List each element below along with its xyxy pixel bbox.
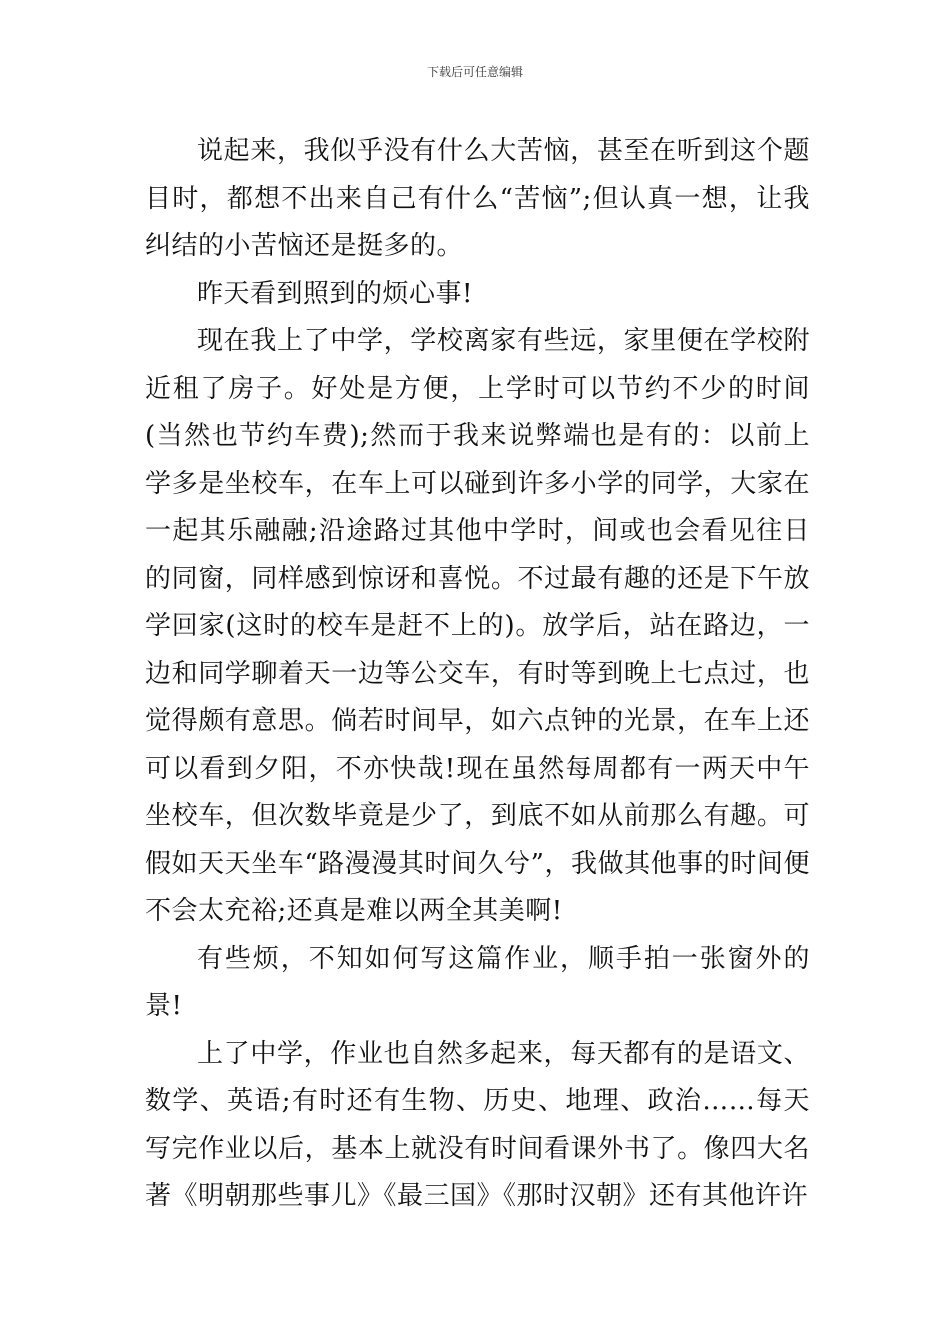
paragraph-1: 说起来，我似乎没有什么大苦恼，甚至在听到这个题目时，都想不出来自己有什么“苦恼”;但认真一想，让我纠结的小苦恼还是挺多的。 (145, 136, 810, 261)
paragraph-3: 现在我上了中学，学校离家有些远，家里便在学校附近租了房子。好处是方便，上学时可以节约不少的时间(当然也节约车费);然而于我来说弊端也是有的：以前上学多是坐校车，在车上可以碰到许多小学的同学，大家在一起其乐融融;沿途路过其他中学时，间或也会看见往日的同窗，同样感到惊讶和喜悦。不过最有趣的还是下午放学回家(这时的校车是赶不上的)。放学后，站在路边，一边和同学聊着天一边等公交车，有时等到晚上七点过，也觉得颇有意思。倘若时间早，如六点钟的光景，在车上还可以看到夕阳，不亦快哉!现在虽然每周都有一两天中午坐校车，但次数毕竟是少了，到底不如从前那么有趣。可假如天天坐车“路漫漫其时间久兮”，我做其他事的时间便不会太充裕;还真是难以两全其美啊! (145, 326, 810, 926)
paragraph-2: 昨天看到照到的烦心事! (197, 278, 473, 309)
paragraph-4: 有些烦，不知如何写这篇作业，顺手拍一张窗外的景! (145, 943, 810, 1021)
page-header-note: 下载后可任意编辑 (426, 65, 523, 79)
document-body (145, 128, 810, 1221)
paragraph-5: 上了中学，作业也自然多起来，每天都有的是语文、数学、英语;有时还有生物、历史、地理、政治……每天写完作业以后，基本上就没有时间看课外书了。像四大名著《明朝那些事儿》《最三国》《那时汉朝》还有其他许许 (145, 1038, 810, 1211)
